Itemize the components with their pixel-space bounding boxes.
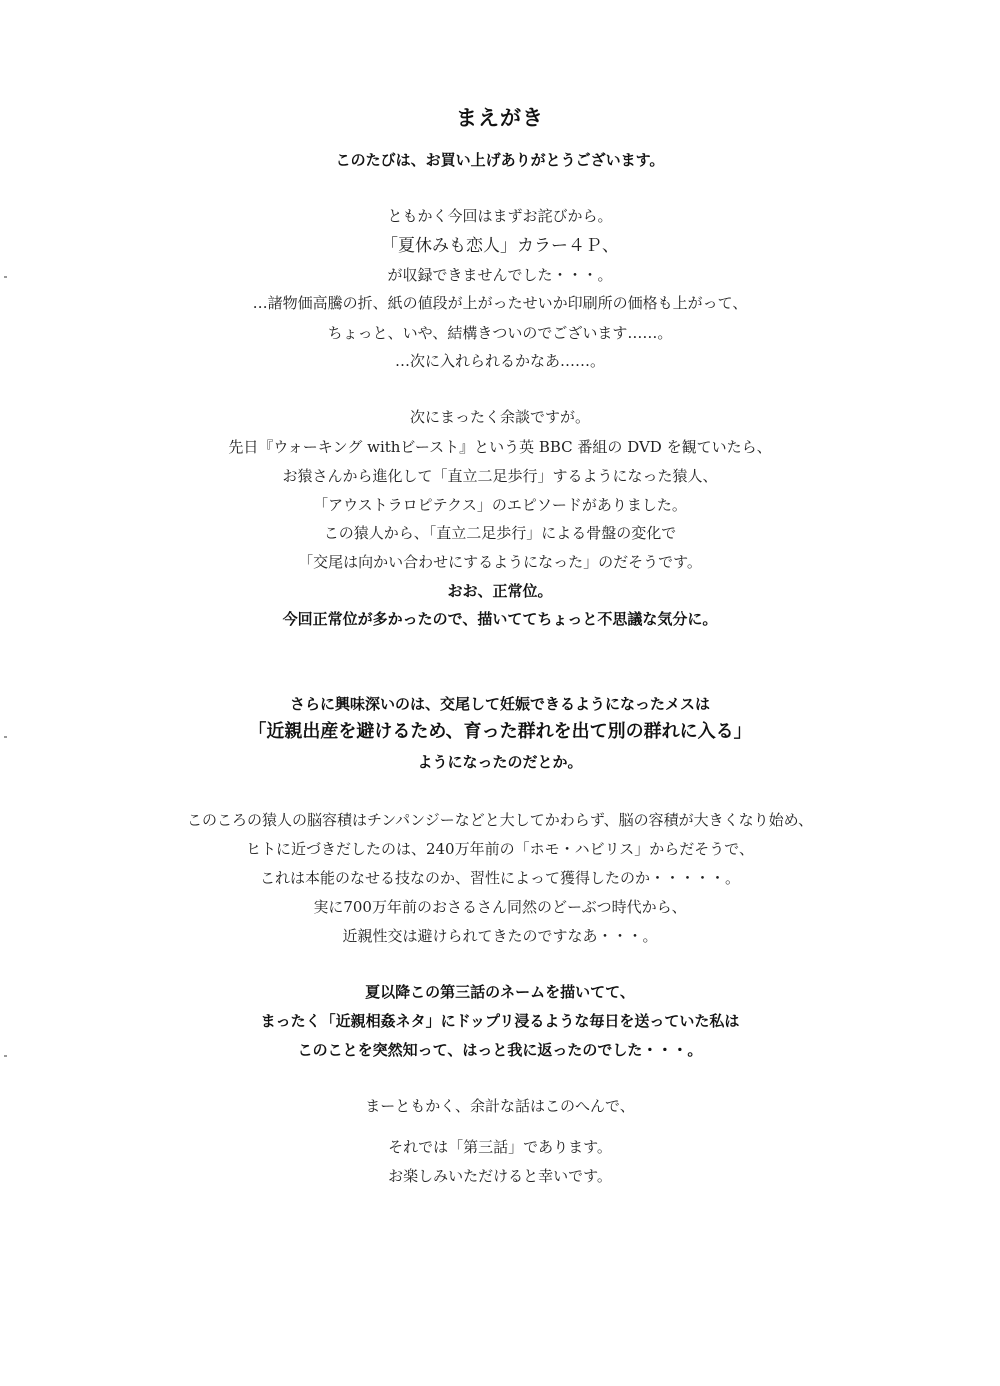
aside-bold-line-1: おお、正常位。 — [447, 582, 553, 600]
closing-line-3: お楽しみいただけると幸いです。 — [388, 1167, 612, 1185]
brain-line-3: これは本能のなせる技なのか、習性によって獲得したのか・・・・・。 — [259, 869, 740, 887]
apology-line-4: …諸物価高騰の折、紙の値段が上がったせいか印刷所の価格も上がって、 — [252, 294, 748, 312]
author-line-2: まったく「近親相姦ネタ」にドップリ浸るような毎日を送っていた私は — [260, 1012, 740, 1030]
scan-edge-mark — [4, 736, 7, 738]
author-line-1: 夏以降この第三話のネームを描いてて、 — [365, 983, 635, 1001]
page-title: まえがき — [456, 106, 544, 130]
apology-line-6: …次に入れられるかなあ……。 — [394, 352, 605, 370]
aside-bold-line-2: 今回正常位が多かったので、描いててちょっと不思議な気分に。 — [282, 610, 718, 628]
apology-line-3: が収録できませんでした・・・。 — [387, 266, 613, 284]
closing-line-1: まーともかく、余計な話はこのへんで、 — [365, 1097, 635, 1115]
apology-line-2: 「夏休みも恋人」カラー４Ｐ、 — [381, 236, 619, 256]
scan-edge-mark — [4, 276, 7, 278]
interest-line-1: さらに興味深いのは、交尾して妊娠できるようになったメスは — [289, 695, 710, 713]
apology-line-1: ともかく今回はまずお詫びから。 — [387, 207, 613, 225]
apology-line-5: ちょっと、いや、結構きついのでございます……。 — [327, 324, 673, 342]
aside-line-4: 「アウストラロピテクス」のエピソードがありました。 — [313, 496, 687, 514]
brain-line-4: 実に700万年前のおさるさん同然のどーぶつ時代から、 — [313, 898, 687, 916]
brain-line-5: 近親性交は避けられてきたのですなあ・・・。 — [342, 927, 658, 945]
closing-line-2: それでは「第三話」であります。 — [388, 1138, 612, 1156]
brain-line-1: このころの猿人の脳容積はチンパンジーなどと大してかわらず、脳の容積が大きくなり始め、 — [186, 811, 814, 829]
aside-line-5: この猿人から、「直立二足歩行」による骨盤の変化で — [323, 524, 677, 542]
interest-line-3: ようになったのだとか。 — [417, 753, 583, 771]
author-line-3: このことを突然知って、はっと我に返ったのでした・・・。 — [297, 1041, 703, 1059]
aside-line-6: 「交尾は向かい合わせにするようになった」のだそうです。 — [298, 553, 702, 571]
aside-line-1: 次にまったく余談ですが。 — [409, 408, 590, 426]
brain-line-2: ヒトに近づきだしたのは、240万年前の「ホモ・ハビリス」からだそうで、 — [245, 840, 755, 858]
interest-line-2: 「近親出産を避けるため、育った群れを出て別の群れに入る」 — [248, 721, 752, 742]
aside-line-3: お猿さんから進化して「直立二足歩行」するようになった猿人、 — [282, 467, 718, 485]
scan-edge-mark — [4, 1055, 7, 1057]
greeting-line: このたびは、お買い上げありがとうございます。 — [335, 151, 665, 169]
aside-line-2: 先日『ウォーキング withビースト』という英 BBC 番組の DVD を観ていたら、 — [228, 438, 772, 456]
